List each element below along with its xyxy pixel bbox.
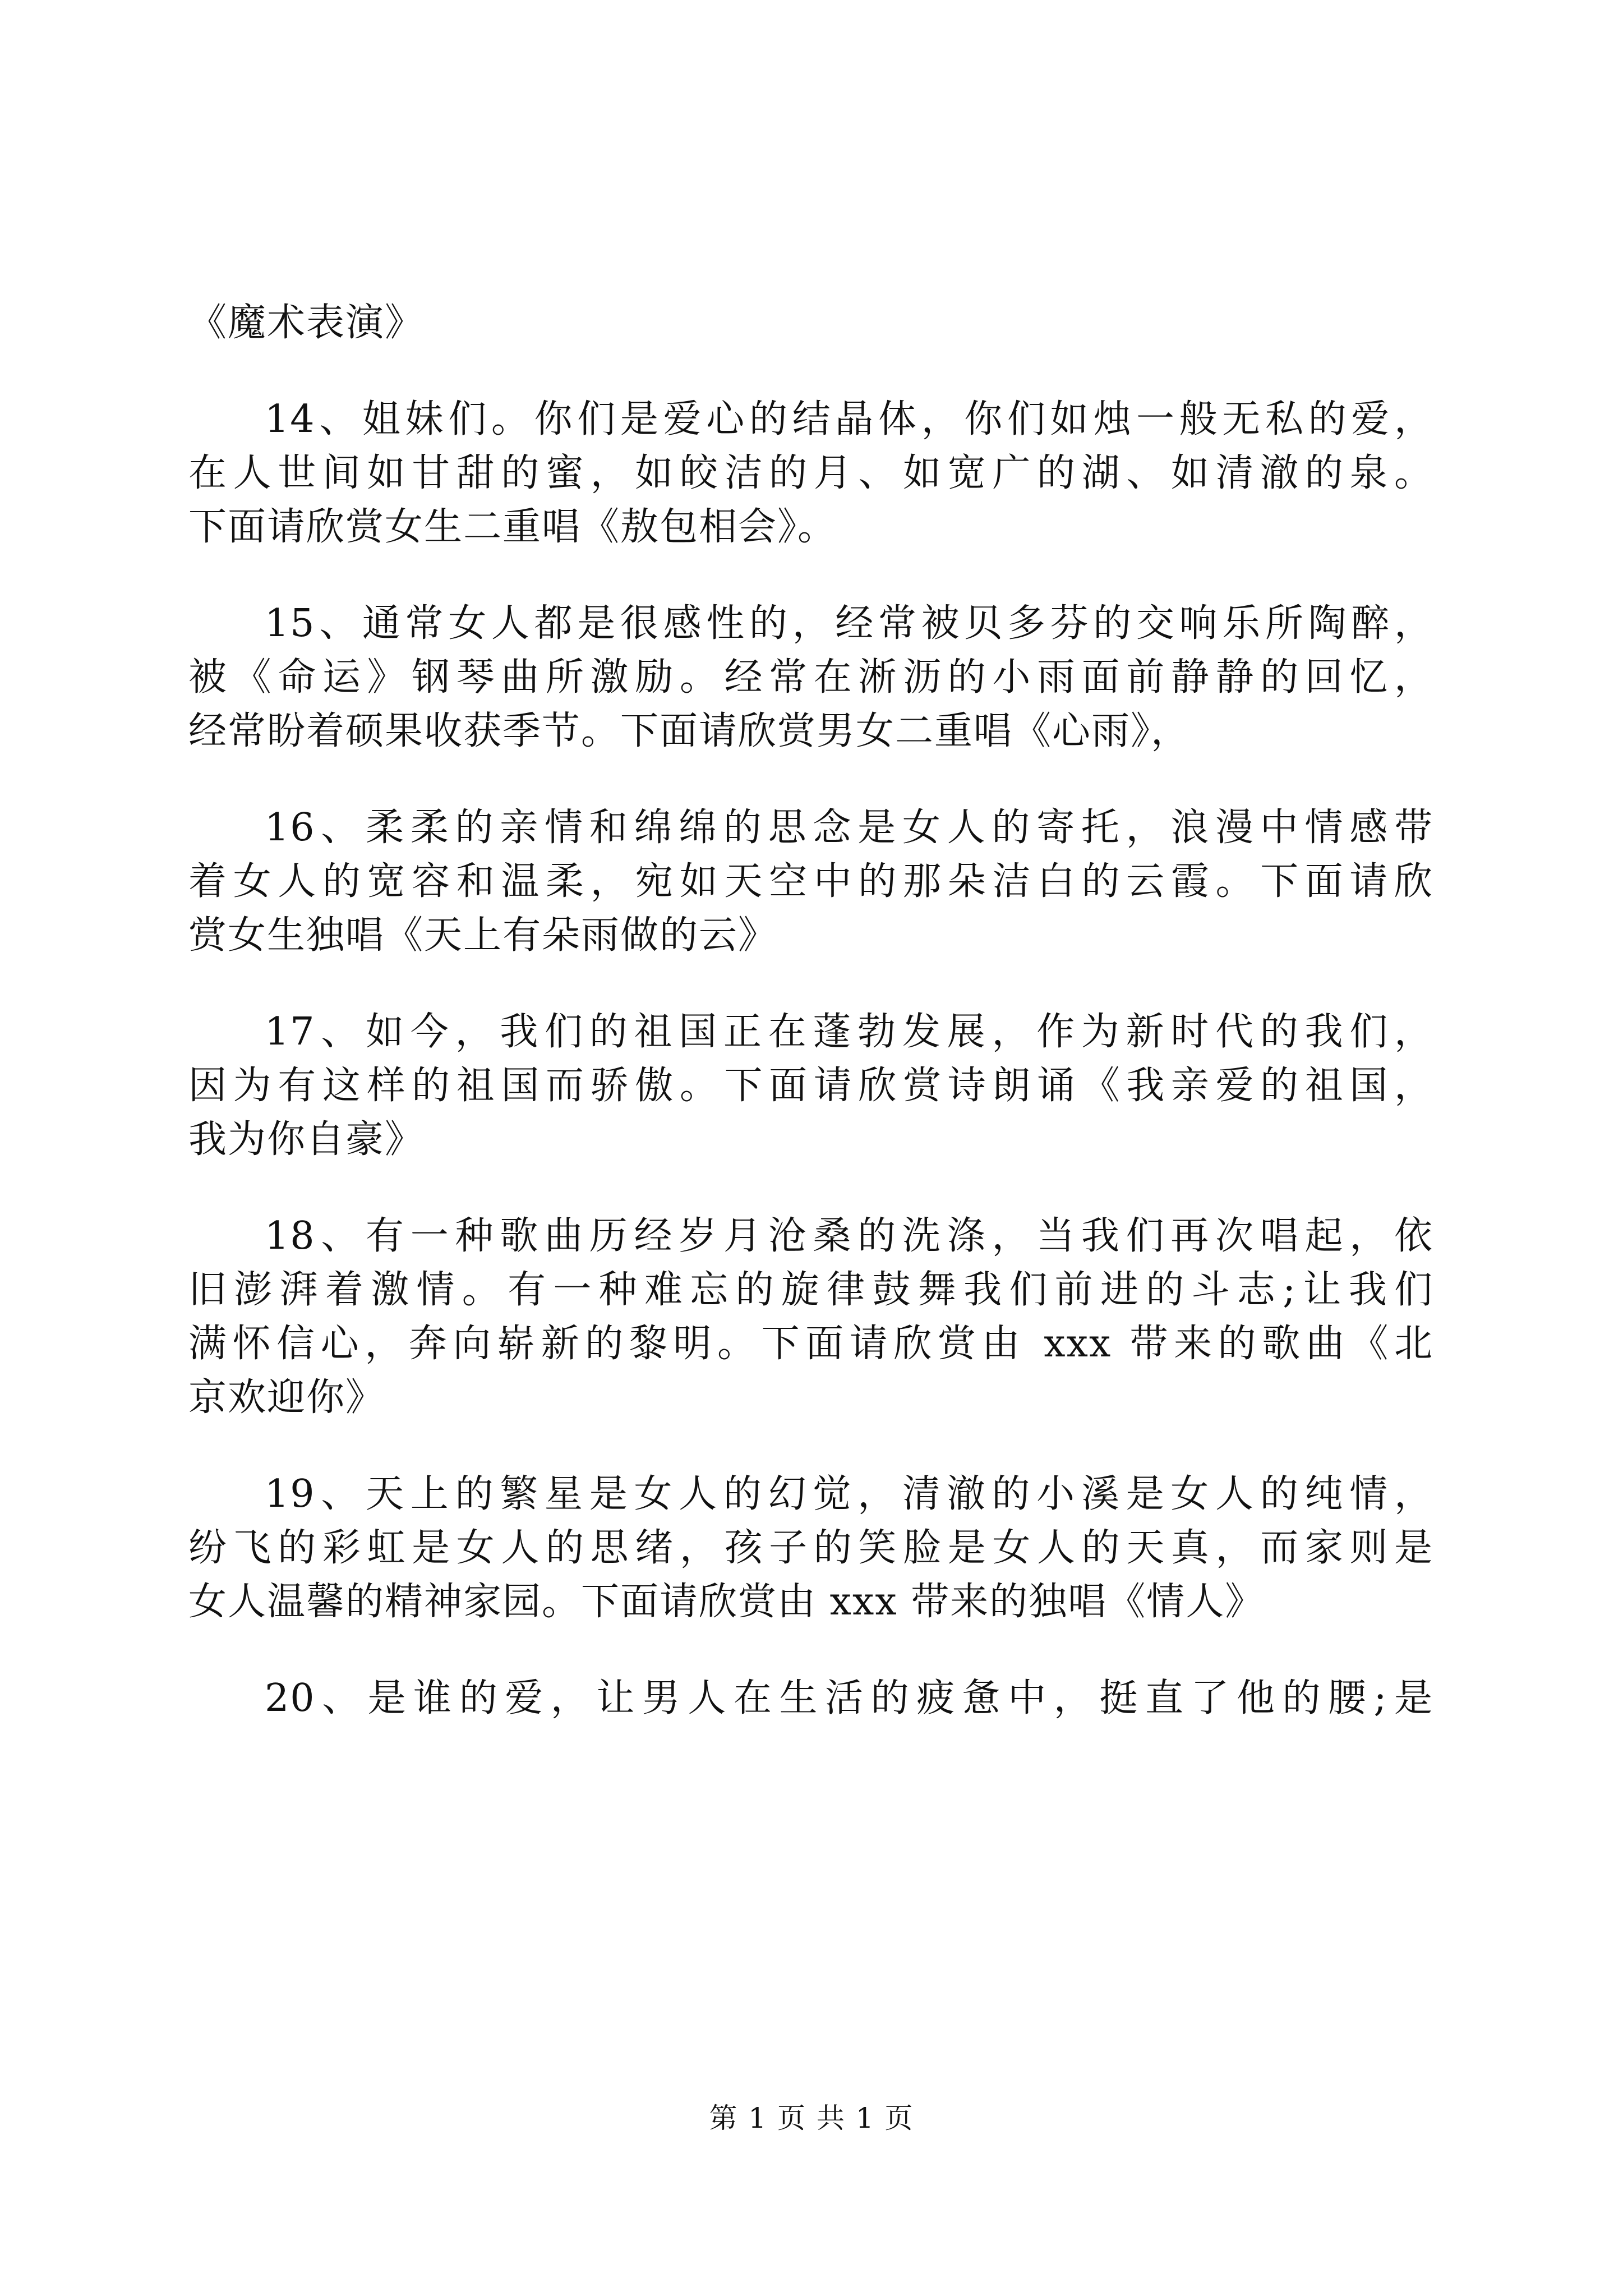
paragraph-line: 纷飞的彩虹是女人的思绪，孩子的笑脸是女人的天真，而家则是 — [188, 1526, 1433, 1570]
paragraph-line: 因为有这样的祖国而骄傲。下面请欣赏诗朗诵《我亲爱的祖国， — [188, 1064, 1433, 1108]
paragraph-20 — [188, 1672, 1433, 1726]
paragraph-line: 14、姐妹们。你们是爱心的结晶体，你们如烛一般无私的爱， — [265, 397, 1433, 441]
paragraph-line: 我为你自豪》 — [188, 1117, 425, 1162]
paragraph-line: 18、有一种歌曲历经岁月沧桑的洗涤，当我们再次唱起，依 — [265, 1214, 1433, 1258]
document-body — [188, 296, 1433, 1726]
paragraph-line: 赏女生独唱《天上有朵雨做的云》 — [188, 913, 778, 958]
paragraph-line: 20、是谁的爱，让男人在生活的疲惫中，挺直了他的腰;是 — [265, 1676, 1433, 1720]
paragraph-line: 女人温馨的精神家园。下面请欣赏由 xxx 带来的独唱《情人》 — [188, 1580, 1265, 1624]
paragraph-line: 经常盼着硕果收获季节。下面请欣赏男女二重唱《心雨》， — [188, 709, 1191, 753]
paragraph-line: 着女人的宽容和温柔，宛如天空中的那朵洁白的云霞。下面请欣 — [188, 859, 1433, 904]
paragraph-15 — [188, 597, 1433, 758]
paragraph-18 — [188, 1209, 1433, 1425]
paragraph-16 — [188, 801, 1433, 963]
paragraph-line: 在人世间如甘甜的蜜，如皎洁的月、如宽广的湖、如清澈的泉。 — [188, 451, 1433, 495]
heading-line: 《魔术表演》 — [188, 301, 425, 345]
page-footer: 第 1 页 共 1 页 — [709, 2102, 914, 2134]
paragraph-line: 16、柔柔的亲情和绵绵的思念是女人的寄托，浪漫中情感带 — [265, 806, 1433, 850]
paragraph-line: 19、天上的繁星是女人的幻觉，清澈的小溪是女人的纯情， — [265, 1472, 1433, 1516]
paragraph-line: 下面请欣赏女生二重唱《敖包相会》。 — [188, 505, 837, 549]
paragraph-line: 17、如今，我们的祖国正在蓬勃发展，作为新时代的我们， — [265, 1010, 1433, 1054]
paragraph-line: 京欢迎你》 — [188, 1375, 385, 1420]
paragraph-line: 满怀信心，奔向崭新的黎明。下面请欣赏由 xxx 带来的歌曲《北 — [188, 1322, 1433, 1366]
paragraph-19 — [188, 1467, 1433, 1629]
paragraph-line: 旧澎湃着激情。有一种难忘的旋律鼓舞我们前进的斗志;让我们 — [188, 1268, 1433, 1312]
paragraph-17 — [188, 1005, 1433, 1167]
paragraph-line: 15、通常女人都是很感性的，经常被贝多芬的交响乐所陶醉， — [265, 601, 1433, 646]
paragraph-line: 被《命运》钢琴曲所激励。经常在淅沥的小雨面前静静的回忆， — [188, 655, 1433, 700]
paragraph-14 — [188, 393, 1433, 554]
